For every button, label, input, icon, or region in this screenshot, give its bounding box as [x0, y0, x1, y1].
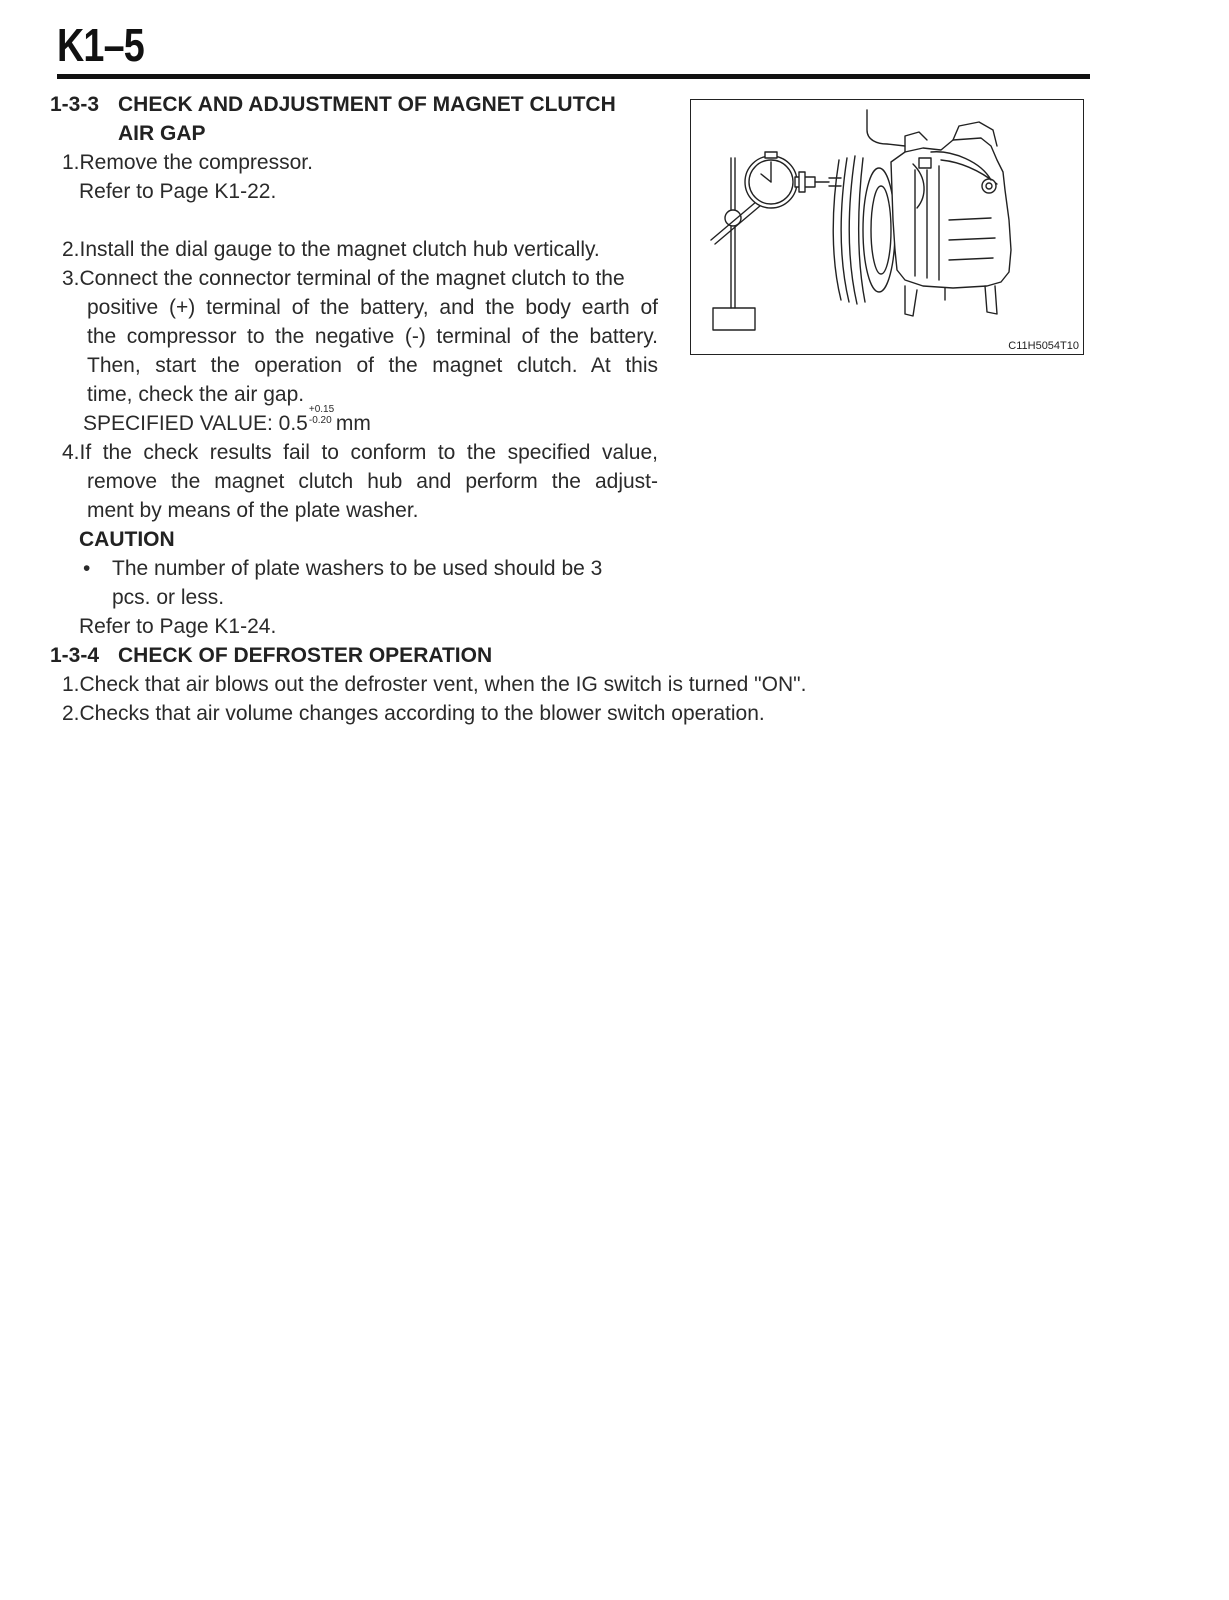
- step-3-line-5: time, check the air gap.: [87, 383, 305, 406]
- section-134-step-2: 2.Checks that air volume changes according to the blower switch operation.: [62, 702, 765, 725]
- step-3-line-2: positive (+) terminal of the battery, and the body earth of: [87, 296, 658, 319]
- section-133-title-line1: CHECK AND ADJUSTMENT OF MAGNET CLUTCH: [118, 93, 616, 116]
- step-4-line-1: 4.If the check results fail to conform to the specified value,: [62, 441, 658, 464]
- spec-tol-lower: -0.20: [308, 415, 332, 426]
- specified-value: [83, 404, 371, 438]
- section-134-step-1: 1.Check that air blows out the defroster vent, when the IG switch is turned "ON".: [62, 673, 807, 696]
- caution-line-2: pcs. or less.: [112, 586, 225, 609]
- caution-bullet: •: [83, 557, 91, 580]
- step-4-line-2: remove the magnet clutch hub and perform the adjust-: [87, 470, 658, 493]
- dial-gauge-compressor-illustration: [691, 100, 1083, 354]
- section-133-number: 1-3-3: [50, 93, 100, 116]
- spec-label: SPECIFIED VALUE: 0.5: [83, 412, 308, 435]
- spec-tol-upper: +0.15: [308, 404, 335, 415]
- spec-unit: mm: [335, 412, 371, 435]
- section-133-heading: [50, 90, 616, 119]
- page-number: K1–5: [57, 19, 144, 71]
- spec-tolerance: [308, 404, 336, 430]
- step-1-reference: Refer to Page K1-22.: [79, 180, 277, 203]
- figure-code: C11H5054T10: [1008, 340, 1079, 352]
- step-4-reference: Refer to Page K1-24.: [79, 615, 277, 638]
- section-134-number: 1-3-4: [50, 644, 100, 667]
- section-133-title-line2: AIR GAP: [118, 122, 206, 145]
- step-4-line-3: ment by means of the plate washer.: [87, 499, 419, 522]
- section-134-heading: [50, 641, 492, 670]
- step-3-line-4: Then, start the operation of the magnet clutch. At this: [87, 354, 658, 377]
- step-2: 2.Install the dial gauge to the magnet clutch hub vertically.: [62, 238, 600, 261]
- step-3-line-1: 3.Connect the connector terminal of the magnet clutch to the: [62, 267, 625, 290]
- header-rule: [57, 74, 1090, 79]
- caution-label: CAUTION: [79, 528, 175, 551]
- step-1: 1.Remove the compressor.: [62, 151, 313, 174]
- step-3-line-3: the compressor to the negative (-) terminal of the battery.: [87, 325, 658, 348]
- caution-line-1: The number of plate washers to be used should be 3: [112, 557, 603, 580]
- figure-dial-gauge-compressor: [690, 99, 1084, 355]
- section-134-title: CHECK OF DEFROSTER OPERATION: [118, 644, 493, 667]
